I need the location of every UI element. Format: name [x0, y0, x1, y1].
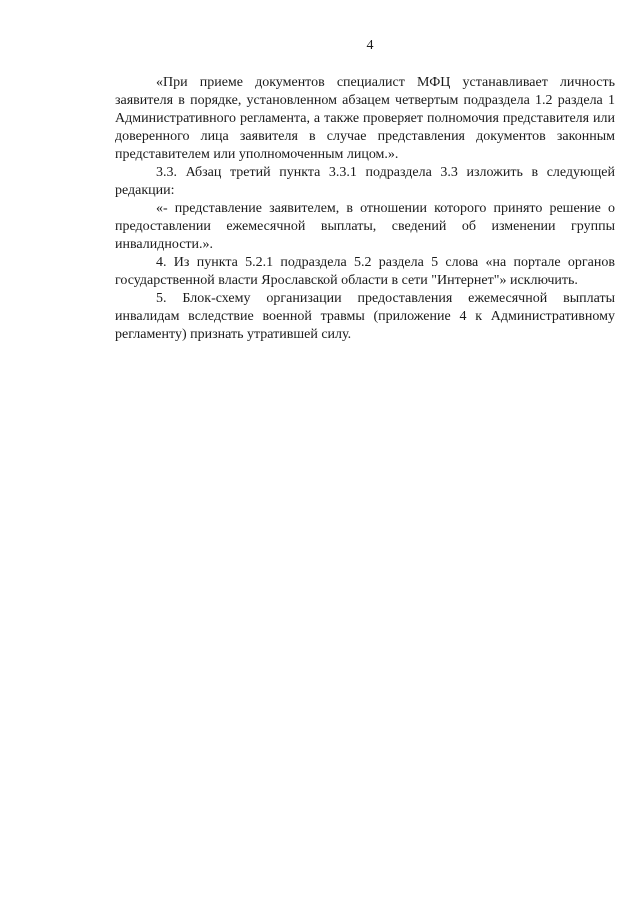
paragraph-item-5: 5. Блок-схему организации предоставления ежемесячной выплаты инвалидам вследствие военной травмы (приложение 4 к Административному регламенту) признать утратившей силу. — [115, 291, 615, 342]
paragraph-item-4: 4. Из пункта 5.2.1 подраздела 5.2 раздела 5 слова «на портале органов государственной власти Ярославской области в сети "Интернет"» исключить. — [115, 255, 615, 288]
paragraph-mfc-identity-check: «При приеме документов специалист МФЦ устанавливает личность заявителя в порядке, установленном абзацем четвертым подраздела 1.2 раздела 1 Административного регламента, а также проверяет полномочия представителя или доверенного лица заявителя в случае представления документов законным представителем или уполномоченным лицом.». — [115, 75, 615, 162]
document-body — [115, 74, 615, 344]
page-number: 4 — [366, 38, 374, 53]
paragraph-item-3-3: 3.3. Абзац третий пункта 3.3.1 подраздела 3.3 изложить в следующей редакции: — [115, 165, 615, 198]
paragraph-new-wording: «- представление заявителем, в отношении которого принято решение о предоставлении ежемесячной выплаты, сведений об изменении группы инвалидности.». — [115, 201, 615, 252]
